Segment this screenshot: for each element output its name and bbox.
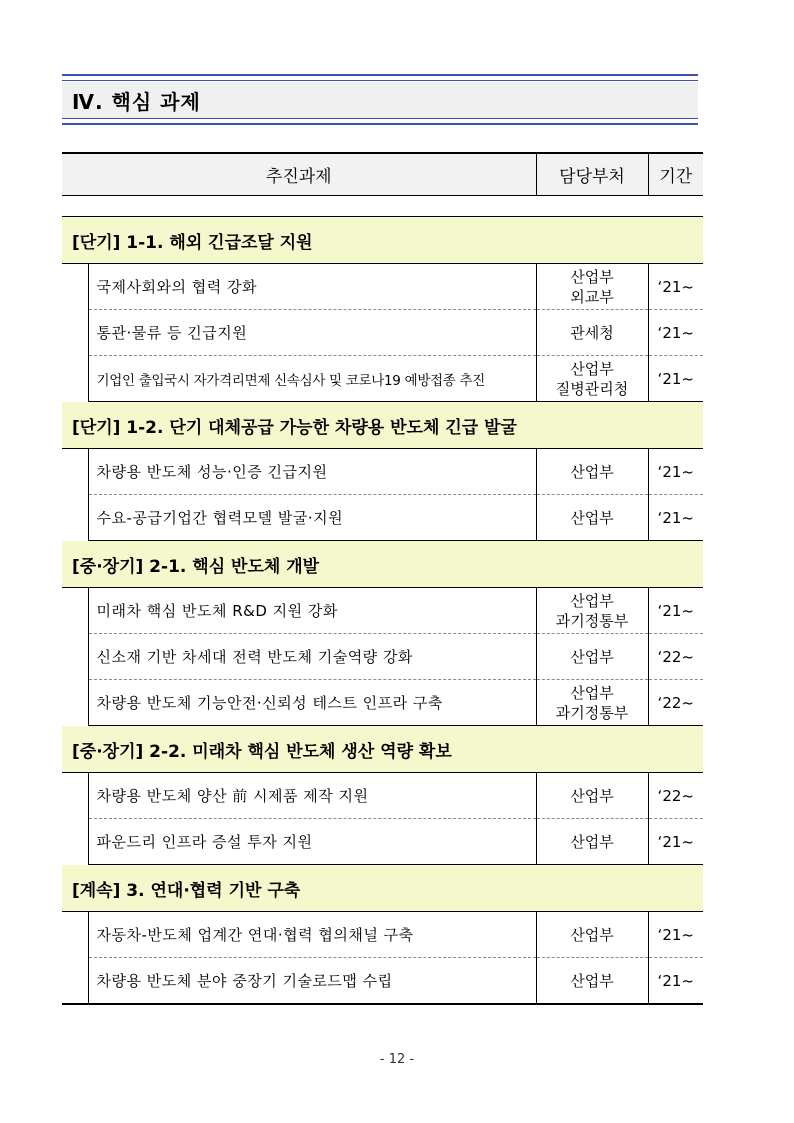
category-title: [단기] 1-2. 단기 대체공급 가능한 차량용 반도체 긴급 발굴 <box>62 402 703 449</box>
task-row <box>62 588 703 634</box>
task-dept <box>536 912 648 958</box>
task-period: ‘21~ <box>648 819 703 865</box>
category-row <box>62 541 703 588</box>
dept-name: 산업부 <box>570 647 614 666</box>
task-dept <box>536 680 648 726</box>
task-row <box>62 310 703 356</box>
task-period: ‘21~ <box>648 264 703 310</box>
task-period: ‘22~ <box>648 773 703 819</box>
row-indent <box>62 680 88 726</box>
category-title: [단기] 1-1. 해외 긴급조달 지원 <box>62 217 703 264</box>
dept-name: 산업부 <box>570 683 614 702</box>
dept-name: 산업부 <box>570 359 614 378</box>
table-header-row <box>62 153 703 196</box>
task-row <box>62 449 703 495</box>
task-period: ‘21~ <box>648 310 703 356</box>
task-row <box>62 356 703 402</box>
header-dept: 담당부처 <box>536 153 648 196</box>
section-title: Ⅳ. 핵심 과제 <box>72 90 201 114</box>
category-row <box>62 726 703 773</box>
category-row <box>62 217 703 264</box>
task-row <box>62 495 703 541</box>
core-tasks-table <box>62 152 703 1005</box>
task-row <box>62 773 703 819</box>
task-dept <box>536 819 648 865</box>
category-title: [계속] 3. 연대·협력 기반 구축 <box>62 865 703 912</box>
task-dept <box>536 356 648 402</box>
task-period: ‘21~ <box>648 588 703 634</box>
task-dept <box>536 310 648 356</box>
dept-name: 과기정통부 <box>555 703 629 722</box>
table-body <box>62 196 703 1005</box>
dept-name: 산업부 <box>570 267 614 286</box>
task-period: ‘21~ <box>648 356 703 402</box>
task-dept <box>536 449 648 495</box>
task-period: ‘21~ <box>648 449 703 495</box>
task-dept <box>536 588 648 634</box>
row-indent <box>62 912 88 958</box>
dept-name: 외교부 <box>570 287 614 306</box>
category-row <box>62 865 703 912</box>
row-indent <box>62 773 88 819</box>
task-dept <box>536 495 648 541</box>
task-dept <box>536 773 648 819</box>
task-period: ‘21~ <box>648 958 703 1005</box>
task-name: 파운드리 인프라 증설 투자 지원 <box>88 819 536 865</box>
dept-name: 산업부 <box>570 508 614 527</box>
task-name: 기업인 출입국시 자가격리면제 신속심사 및 코로나19 예방접종 추진 <box>88 356 536 402</box>
dept-name: 산업부 <box>570 786 614 805</box>
task-period: ‘22~ <box>648 634 703 680</box>
task-name: 차량용 반도체 기능안전·신뢰성 테스트 인프라 구축 <box>88 680 536 726</box>
row-indent <box>62 310 88 356</box>
row-indent <box>62 588 88 634</box>
task-dept <box>536 264 648 310</box>
section-rule-bottom <box>62 118 698 125</box>
task-period: ‘21~ <box>648 495 703 541</box>
row-indent <box>62 449 88 495</box>
dept-name: 산업부 <box>570 591 614 610</box>
header-task: 추진과제 <box>62 153 536 196</box>
category-title: [중·장기] 2-1. 핵심 반도체 개발 <box>62 541 703 588</box>
task-dept <box>536 634 648 680</box>
dept-name: 산업부 <box>570 462 614 481</box>
task-name: 차량용 반도체 성능·인증 긴급지원 <box>88 449 536 495</box>
row-indent <box>62 264 88 310</box>
header-period: 기간 <box>648 153 703 196</box>
dept-name: 관세청 <box>570 323 614 342</box>
dept-name: 과기정통부 <box>555 611 629 630</box>
dept-name: 산업부 <box>570 971 614 990</box>
task-row <box>62 819 703 865</box>
section-rule-top <box>62 74 698 81</box>
task-name: 차량용 반도체 분야 중장기 기술로드맵 수립 <box>88 958 536 1005</box>
task-row <box>62 680 703 726</box>
row-indent <box>62 958 88 1005</box>
task-name: 국제사회와의 협력 강화 <box>88 264 536 310</box>
task-name: 수요-공급기업간 협력모델 발굴·지원 <box>88 495 536 541</box>
category-title: [중·장기] 2-2. 미래차 핵심 반도체 생산 역량 확보 <box>62 726 703 773</box>
task-name: 미래차 핵심 반도체 R&D 지원 강화 <box>88 588 536 634</box>
dept-name: 산업부 <box>570 832 614 851</box>
task-name: 신소재 기반 차세대 전력 반도체 기술역량 강화 <box>88 634 536 680</box>
dept-name: 질병관리청 <box>555 379 629 398</box>
task-row <box>62 912 703 958</box>
task-row <box>62 634 703 680</box>
table-spacer-row <box>62 196 703 217</box>
dept-name: 산업부 <box>570 925 614 944</box>
task-row <box>62 264 703 310</box>
task-dept <box>536 958 648 1005</box>
task-period: ‘21~ <box>648 912 703 958</box>
task-name: 차량용 반도체 양산 前 시제품 제작 지원 <box>88 773 536 819</box>
task-name: 통관·물류 등 긴급지원 <box>88 310 536 356</box>
page-number: - 12 - <box>379 1052 415 1067</box>
row-indent <box>62 356 88 402</box>
task-name: 자동차-반도체 업계간 연대·협력 협의채널 구축 <box>88 912 536 958</box>
row-indent <box>62 819 88 865</box>
row-indent <box>62 495 88 541</box>
category-row <box>62 402 703 449</box>
task-period: ‘22~ <box>648 680 703 726</box>
task-row <box>62 958 703 1005</box>
row-indent <box>62 634 88 680</box>
